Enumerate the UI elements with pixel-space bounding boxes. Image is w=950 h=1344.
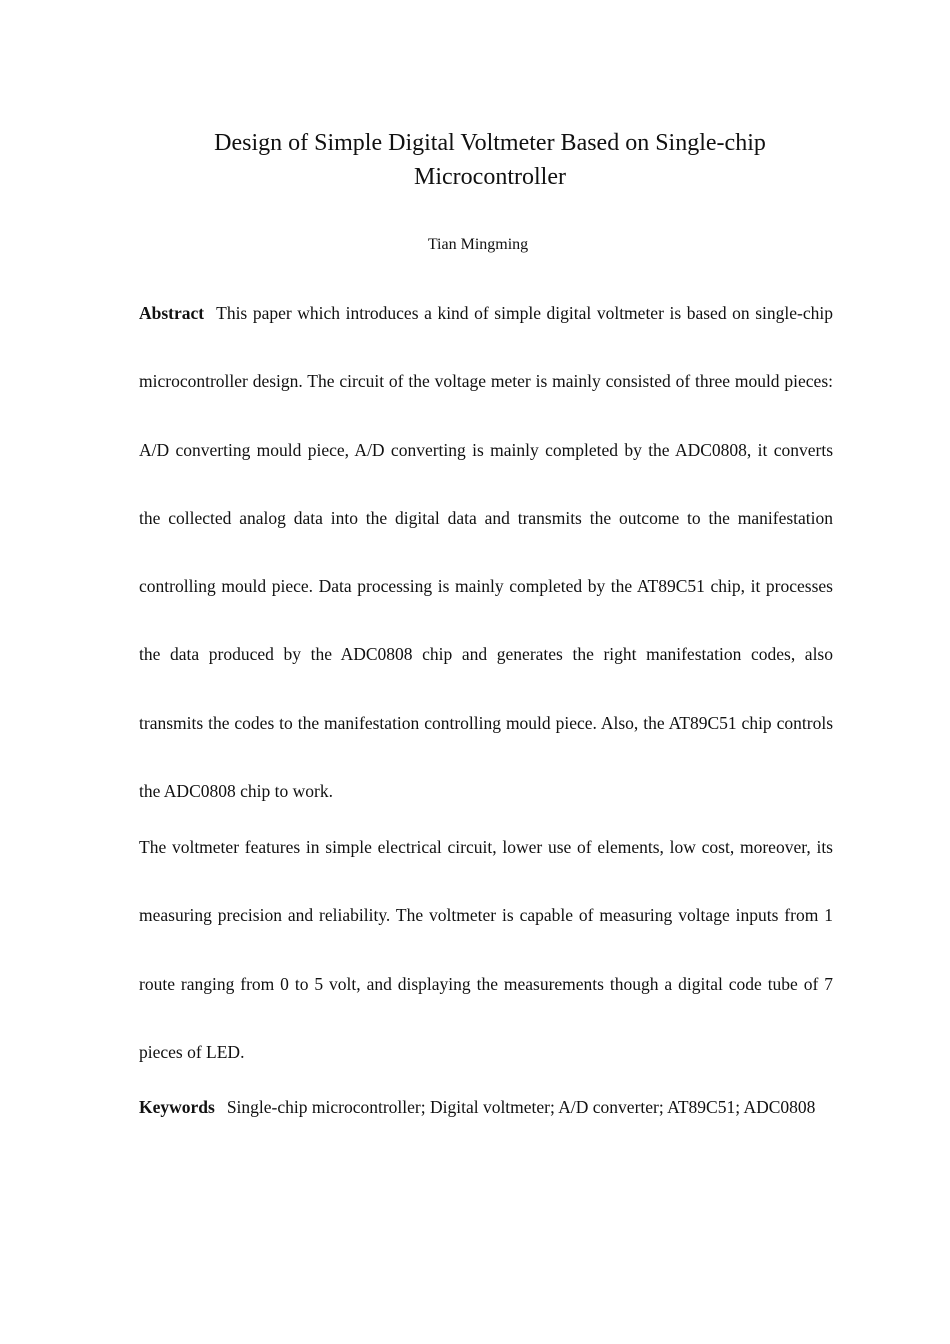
keywords-label: Keywords [139,1097,215,1117]
abstract-paragraph-2: The voltmeter features in simple electrical circuit, lower use of elements, low cost, moreover, its measuring precision and reliability. The voltmeter is capable of measuring voltage inputs from 1 route ranging from 0 to 5 volt, and displaying the measurements though a digital code tube of 7 pieces of LED. [139,837,833,1062]
abstract-text: This paper which introduces a kind of simple digital voltmeter is based on single-chip microcontroller design. The circuit of the voltage meter is mainly consisted of three mould pieces: A/D converting mould piece, A/D converting is mainly completed by the ADC0808, it converts the collected analog data into the digital data and transmits the outcome to the manifestation controlling mould piece. Data processing is mainly completed by the AT89C51 chip, it processes the data produced by the ADC0808 chip and generates the right manifestation codes, also transmits the codes to the manifestation controlling mould piece. Also, the AT89C51 chip controls the ADC0808 chip to work. [139,303,833,802]
author-name: Tian Mingming [427,236,529,253]
keywords-paragraph [139,1073,833,1141]
paper-title: Design of Simple Digital Voltmeter Based on Single-chip Microcontroller [214,130,766,190]
abstract-label: Abstract [139,303,205,323]
keywords-text: Single-chip microcontroller; Digital voltmeter; A/D converter; AT89C51; ADC0808 [226,1097,816,1117]
abstract-paragraph [139,279,833,825]
